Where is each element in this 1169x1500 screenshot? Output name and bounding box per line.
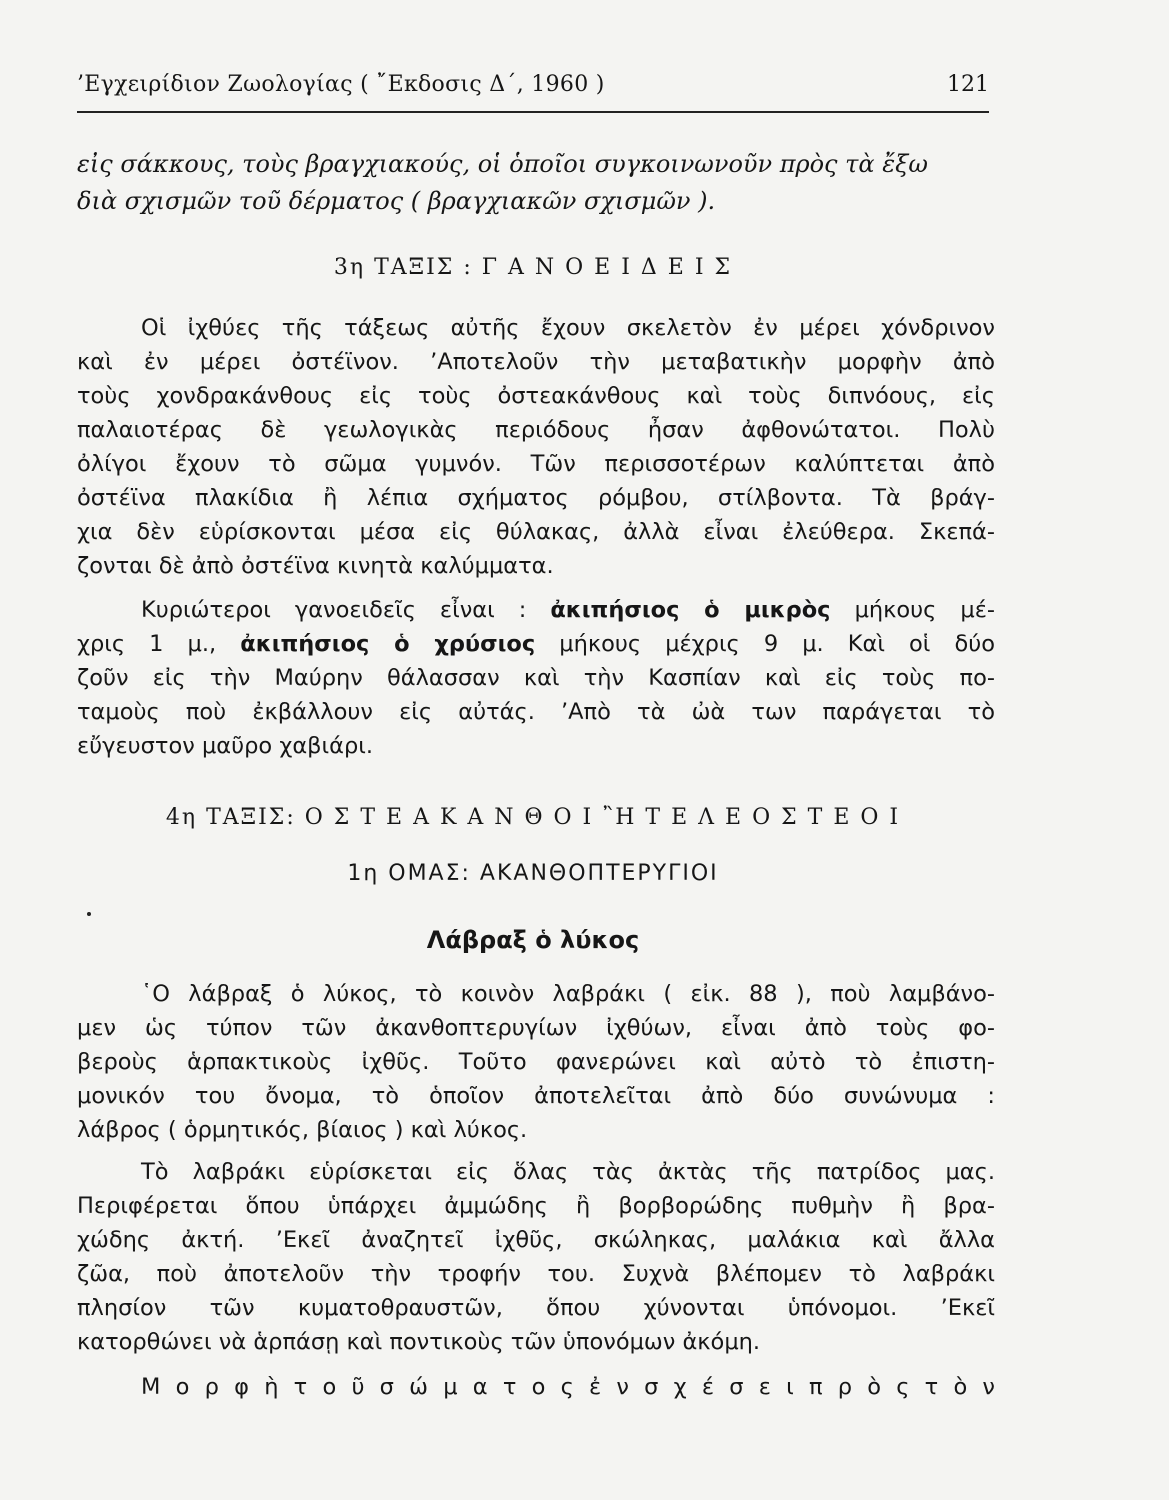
header-rule (77, 111, 989, 113)
text-run: Κυριώτεροι γανοειδεῖς εἶναι : (141, 597, 527, 623)
text-line: βεροὺς ἁρπακτικοὺς ἰχθῦς. Τοῦτο φανερώνει καὶ αὐτὸ τὸ ἐπιστη- (77, 1049, 995, 1075)
order-3-heading: 3η ΤΑΞΙΣ : Γ Α Ν Ο Ε Ι Δ Ε Ι Σ (333, 255, 733, 280)
species-name: ἀκιπήσιος ὁ χρύσιος (240, 631, 536, 657)
text-line: παλαιοτέρας δὲ γεωλογικὰς περιόδους ἦσαν ἀφθονώτατοι. Πολὺ (77, 417, 995, 443)
text-line: χια δὲν εὑρίσκονται μέσα εἰς θύλακας, ἀλλὰ εἶναι ἐλεύθερα. Σκεπά- (77, 519, 995, 545)
text-line: κατορθώνει νὰ ἁρπάσῃ καὶ ποντικοὺς τῶν ὑπονόμων ἀκόμη. (77, 1329, 761, 1355)
text-run: χρις 1 μ., (77, 631, 217, 657)
text-line: ζονται δὲ ἀπὸ ὀστέϊνα κινητὰ καλύμματα. (77, 553, 554, 579)
text-line: ταμοὺς ποὺ ἐκβάλλουν εἰς αὐτάς. ’Απὸ τὰ ὠὰ των παράγεται τὸ (77, 699, 995, 725)
text-line: μεν ὡς τύπον τῶν ἀκανθοπτερυγίων ἰχθύων, εἶναι ἀπὸ τοὺς φο- (77, 1015, 995, 1041)
order-4-heading: 4η ΤΑΞΙΣ: Ο Σ Τ Ε Α Κ Α Ν Θ Ο Ι ῍Η Τ Ε Λ Ε Ο Σ Τ Ε Ο Ι (165, 805, 901, 830)
sea-bass-paragraph-2 (77, 1155, 995, 1359)
species-title: Λάβραξ ὁ λύκος (426, 926, 640, 954)
species-name: ἀκιπήσιος ὁ μικρὸς (550, 597, 831, 623)
text-line: τοὺς χονδρακάνθους εἰς τοὺς ὀστεακάνθους καὶ τοὺς διπνόους, εἰς (77, 383, 995, 409)
intro-line-2: διὰ σχισμῶν τοῦ δέρματος ( βραγχιακῶν σχισμῶν ). (77, 187, 716, 215)
text-line: Περιφέρεται ὅπου ὑπάρχει ἀμμώδης ἢ βορβορώδης πυθμὴν ἢ βρα- (77, 1193, 995, 1219)
text-line: χώδης ἀκτή. ’Εκεῖ ἀναζητεῖ ἰχθῦς, σκώληκας, μαλάκια καὶ ἄλλα (77, 1227, 995, 1253)
running-header (77, 72, 989, 108)
text-line: Οἱ ἰχθύες τῆς τάξεως αὐτῆς ἔχουν σκελετὸν ἐν μέρει χόνδρινον (141, 315, 995, 341)
book-title: ’Εγχειρίδιον Ζωολογίας ( ῎Εκδοσις Δ΄, 1960 ) (77, 72, 605, 97)
text-line: Μ ο ρ φ ὴ τ ο ῦ σ ώ μ α τ ο ς ἐ ν σ χ έ σ ε ι π ρ ὸ ς τ ὸ ν (141, 1374, 995, 1400)
sea-bass-paragraph-1 (77, 977, 995, 1147)
text-line: ὀστέϊνα πλακίδια ἢ λέπια σχήματος ρόμβου, στίλβοντα. Τὰ βράγ- (77, 485, 995, 511)
text-line (77, 627, 995, 661)
text-line: πλησίον τῶν κυματοθραυστῶν, ὅπου χύνονται ὑπόνομοι. ’Εκεῖ (77, 1295, 995, 1321)
text-line: καὶ ἐν μέρει ὀστέϊνον. ’Αποτελοῦν τὴν μεταβατικὴν μορφὴν ἀπὸ (77, 349, 995, 375)
sea-bass-paragraph-3 (77, 1370, 995, 1404)
order-3-paragraph-1 (77, 311, 995, 583)
text-line: μονικόν του ὄνομα, τὸ ὁποῖον ἀποτελεῖται ἀπὸ δύο συνώνυμα : (77, 1083, 995, 1109)
text-run: μήκους μέχρις 9 μ. Καὶ οἱ δύο (559, 631, 996, 657)
intro-line-1: εἰς σάκκους, τοὺς βραγχιακούς, οἱ ὁποῖοι συγκοινωνοῦν πρὸς τὰ ἔξω (77, 150, 928, 178)
text-line: λάβρος ( ὁρμητικός, βίαιος ) καὶ λύκος. (77, 1117, 528, 1143)
group-1-heading: 1η ΟΜΑΣ: ΑΚΑΝΘΟΠΤΕΡΥΓΙΟΙ (347, 861, 719, 886)
stray-dot (87, 912, 91, 916)
text-line: ῾Ο λάβραξ ὁ λύκος, τὸ κοινὸν λαβράκι ( εἰκ. 88 ), ποὺ λαμβάνο- (141, 981, 995, 1007)
text-line: Τὸ λαβράκι εὑρίσκεται εἰς ὅλας τὰς ἀκτὰς τῆς πατρίδος μας. (141, 1159, 995, 1185)
text-line: ὀλίγοι ἔχουν τὸ σῶμα γυμνόν. Τῶν περισσοτέρων καλύπτεται ἀπὸ (77, 451, 995, 477)
text-run: μήκους μέ- (854, 597, 996, 623)
text-line: ζῶα, ποὺ ἀποτελοῦν τὴν τροφήν του. Συχνὰ βλέπομεν τὸ λαβράκι (77, 1261, 995, 1287)
text-line: εὔγευστον μαῦρο χαβιάρι. (77, 733, 374, 759)
order-3-paragraph-2 (77, 593, 995, 763)
page-number: 121 (947, 72, 989, 97)
text-line: ζοῦν εἰς τὴν Μαύρην θάλασσαν καὶ τὴν Κασπίαν καὶ εἰς τοὺς πο- (77, 665, 995, 691)
text-line (77, 593, 995, 627)
